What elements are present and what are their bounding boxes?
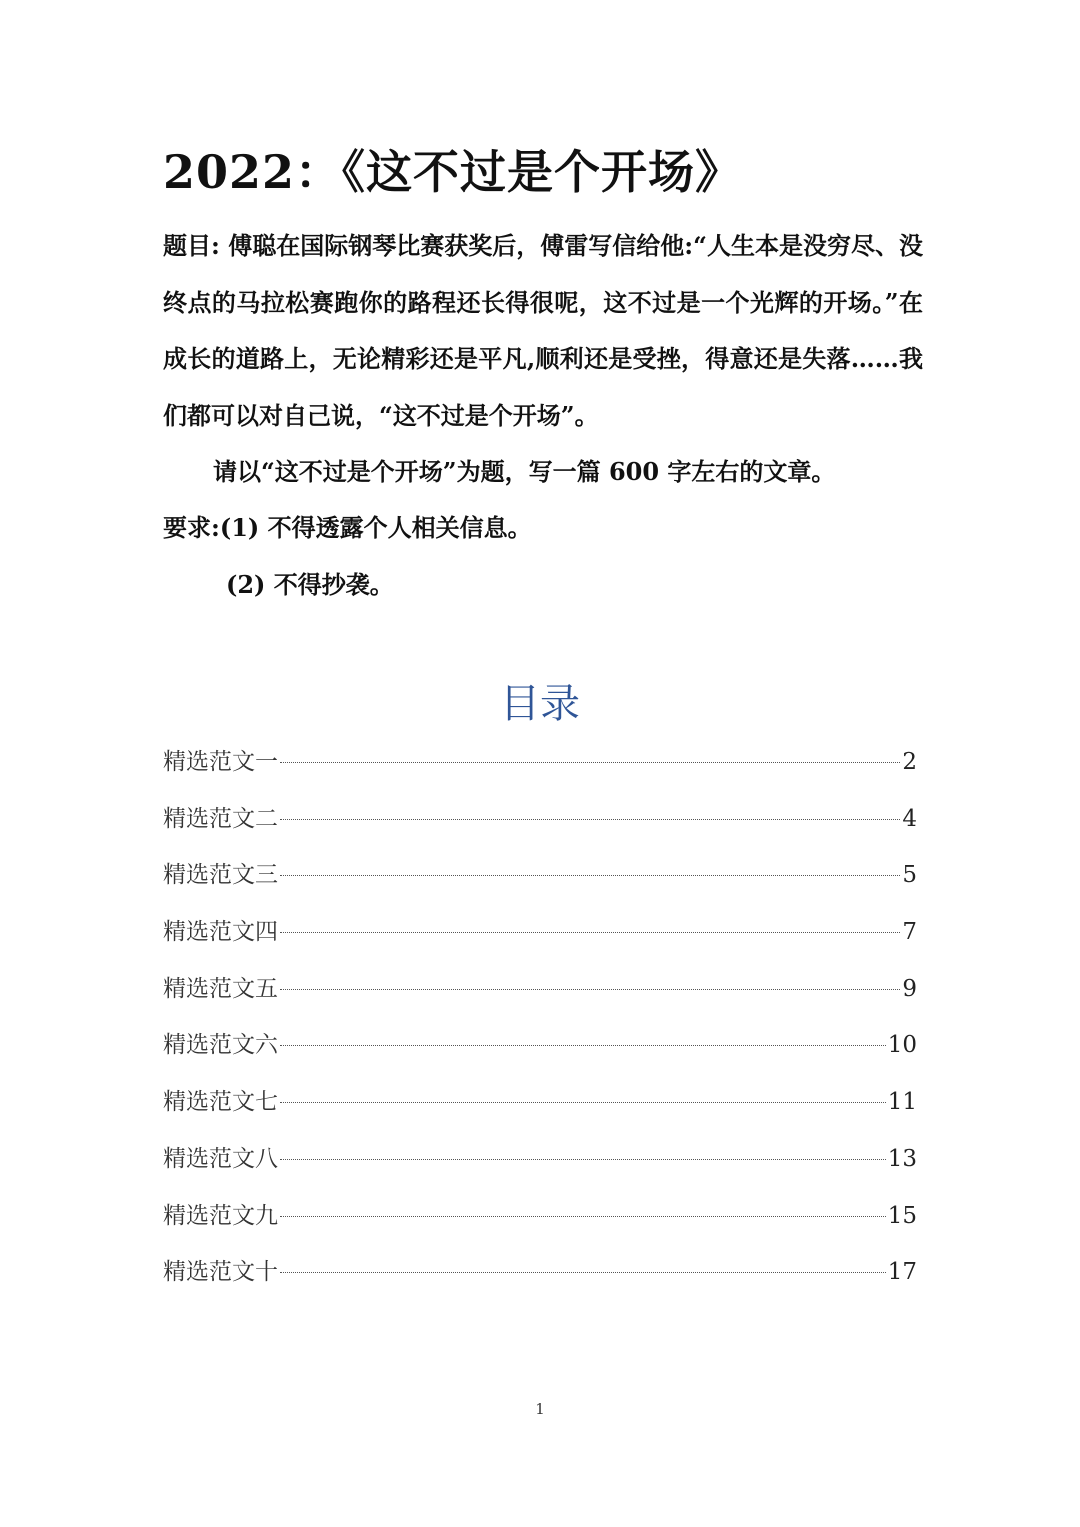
toc-entry-label: 精选范文九 — [163, 1202, 278, 1229]
toc-entry-label: 精选范文四 — [163, 919, 278, 946]
toc-entry-page: 5 — [902, 862, 917, 889]
toc-entry-page: 10 — [887, 1032, 917, 1059]
toc-entry-label: 精选范文一 — [163, 749, 278, 775]
toc-heading: 目录 — [500, 681, 580, 727]
toc-leader-dots — [280, 875, 900, 876]
document-title: 2022：《这不过是个开场》 — [163, 145, 743, 199]
toc-entry-page: 17 — [887, 1259, 917, 1286]
toc-entry-5[interactable] — [163, 961, 917, 1018]
toc-entry-8[interactable] — [163, 1131, 917, 1188]
toc-leader-dots — [280, 1159, 886, 1160]
toc-leader-dots — [280, 1272, 886, 1273]
toc-leader-dots — [280, 1045, 886, 1046]
toc-entry-page: 13 — [887, 1145, 917, 1172]
toc-leader-dots — [280, 819, 900, 820]
page-number: 1 — [535, 1400, 545, 1418]
toc-entry-page: 15 — [887, 1202, 917, 1229]
prompt-paragraph: 题目: 傅聪在国际钢琴比赛获奖后，傅雷写信给他:“人生本是没穷尽、没终点的马拉松赛跑你的路程还长得很呢，这不过是一个光辉的开场。”在成长的道路上，无论精彩还是平凡,顺利还是受挫，得意还是失落……我们都可以对自己说，“这不过是个开场”。 — [163, 231, 923, 430]
toc-entry-4[interactable] — [163, 904, 917, 961]
toc-entry-label: 精选范文十 — [163, 1259, 278, 1286]
toc-entry-label: 精选范文六 — [163, 1032, 278, 1059]
toc-entry-2[interactable] — [163, 791, 917, 848]
toc-entry-3[interactable] — [163, 847, 917, 904]
toc-entry-1[interactable] — [163, 734, 917, 791]
toc-entry-7[interactable] — [163, 1074, 917, 1131]
toc-entry-page: 2 — [902, 749, 917, 775]
toc-entry-page: 9 — [902, 975, 917, 1002]
requirement-1: 要求:(1) 不得透露个人相关信息。 — [163, 513, 532, 542]
prompt-block — [163, 218, 923, 444]
toc-entry-label: 精选范文八 — [163, 1145, 278, 1172]
toc-entry-9[interactable] — [163, 1188, 917, 1245]
toc-entry-label: 精选范文三 — [163, 862, 278, 889]
toc-entry-page: 7 — [902, 919, 917, 946]
toc-entry-page: 11 — [887, 1089, 917, 1116]
toc-entry-label: 精选范文五 — [163, 975, 278, 1002]
toc-entry-6[interactable] — [163, 1017, 917, 1074]
toc-entry-10[interactable] — [163, 1244, 917, 1301]
toc-leader-dots — [280, 989, 900, 990]
toc-entry-label: 精选范文二 — [163, 805, 278, 832]
toc-leader-dots — [280, 1216, 886, 1217]
toc-leader-dots — [280, 932, 900, 933]
prompt-instruction: 请以“这不过是个开场”为题，写一篇 600 字左右的文章。 — [213, 457, 836, 486]
toc-entry-page: 4 — [902, 805, 917, 832]
toc-entry-label: 精选范文七 — [163, 1089, 278, 1116]
requirement-2: (2) 不得抄袭。 — [226, 570, 394, 599]
table-of-contents — [163, 734, 917, 1301]
toc-leader-dots — [280, 762, 900, 763]
toc-leader-dots — [280, 1102, 886, 1103]
